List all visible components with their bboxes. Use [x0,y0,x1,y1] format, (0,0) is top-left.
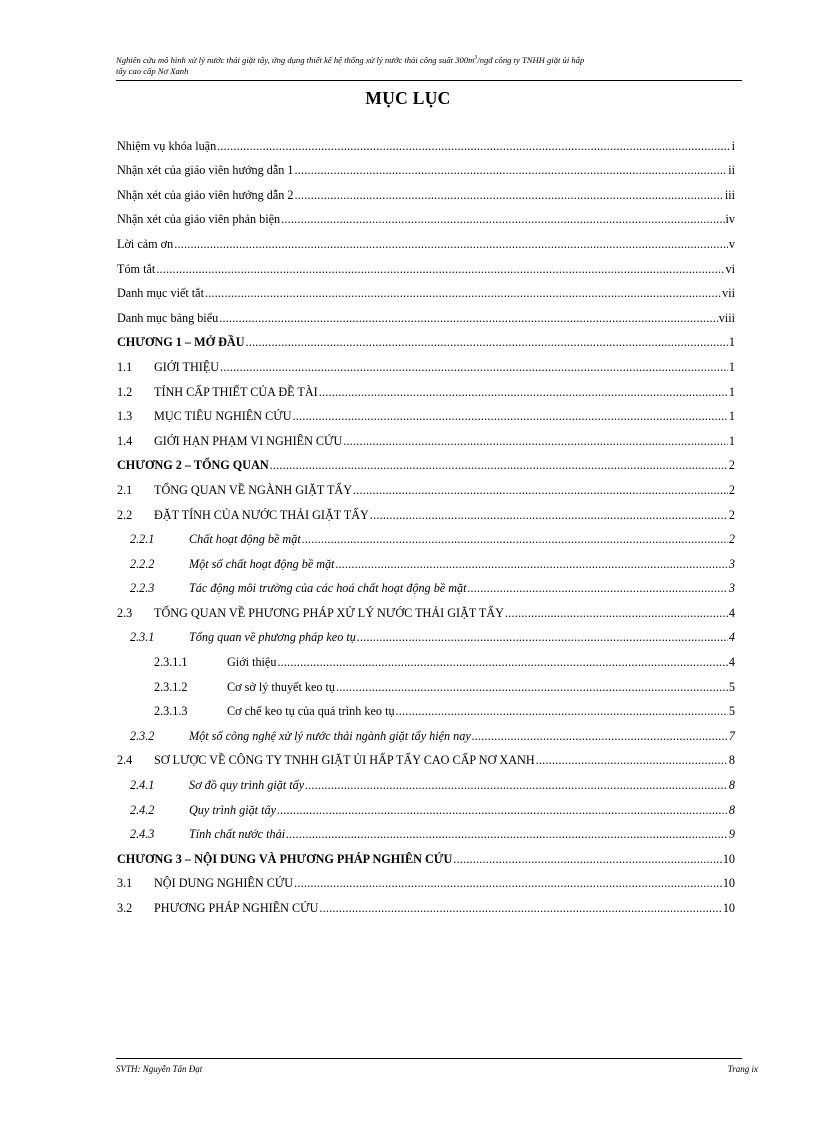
toc-subsection-entry[interactable] [117,523,735,548]
toc-leader [319,385,728,400]
toc-entry-page: iv [725,212,735,227]
toc-subsection-entry[interactable] [117,793,735,818]
toc-leader [468,581,728,596]
toc-leader [293,409,728,424]
toc-entry-page: 8 [728,778,735,793]
toc-entry-number: 2.3.2 [130,728,155,743]
toc-entry-label: Danh mục viết tắt [117,286,204,301]
toc-leader [270,458,728,473]
toc-leader [246,335,728,350]
toc-entry-page: i [731,138,735,153]
toc-entry-label: CHƯƠNG 2 – TỔNG QUAN [117,458,269,473]
toc-subsection-entry[interactable] [117,719,735,744]
toc-entry-number: 3.1 [117,876,133,891]
toc-section-entry[interactable] [117,375,735,400]
toc-leader [156,262,724,277]
toc-entry-page: 1 [728,335,735,350]
toc-entry-label: CHƯƠNG 3 – NỘI DUNG VÀ PHƯƠNG PHÁP NGHIÊN CỨU [117,851,453,866]
toc-subsection-entry[interactable] [117,768,735,793]
toc-entry-label: Chất hoạt động bề mặt [189,532,301,547]
toc-entry-label: Tác động môi trường của các hoá chất hoạt động bề mặt [189,581,467,596]
toc-section-entry[interactable] [117,596,735,621]
toc-chapter-entry[interactable] [117,449,735,474]
toc-entry-label: Quy trình giặt tây [189,802,276,817]
toc-entry-page: 10 [722,851,735,866]
toc-entry-label: Một số công nghệ xử lý nước thải ngành giặt tẩy hiện nay [189,728,471,743]
toc-entry-number: 2.3.1 [130,630,155,645]
toc-subsection-entry[interactable] [117,572,735,597]
toc-entry-page: 1 [728,384,735,399]
toc-section-entry[interactable] [117,744,735,769]
toc-entry-number: 3.2 [117,901,133,915]
toc-subsubsection-entry[interactable] [117,645,735,670]
toc-entry-number: 2.3.1.2 [154,679,188,694]
toc-entry-number: 2.4.1 [130,778,155,793]
toc-entry-label: Sơ đồ quy trình giặt tẩy [189,778,305,793]
toc-entry-label: Cơ sở lý thuyết keo tụ [227,679,336,694]
toc-section-entry[interactable] [117,424,735,449]
header-line-1-text: Nghiên cứu mô hình xử lý nước thải giặt tẩy, ứng dụng thiết kế hệ thống xử lý nước thải công suất 300m [116,54,475,65]
toc-entry[interactable] [117,203,735,228]
toc-entry-page: 2 [728,482,735,497]
toc-entry-number: 2.3 [117,605,133,620]
toc-section-entry[interactable] [117,350,735,375]
toc-entry-page: 2 [728,507,735,522]
header-line-1-tail: /ngđ công ty TNHH giặt ủi hấp [477,54,585,65]
toc-leader [277,655,727,670]
running-header [116,53,742,77]
toc-entry[interactable] [117,178,735,203]
toc-entry[interactable] [117,301,735,326]
toc-leader [286,827,728,842]
toc-entry-page: 8 [728,802,735,817]
toc-leader [219,311,718,326]
toc-entry-number: 2.3.1.3 [154,704,188,719]
header-superscript: 3 [474,55,478,61]
toc-leader [453,852,722,867]
toc-entry-label: Một số chất hoạt động bề mặt [189,556,335,571]
toc-subsection-entry[interactable] [117,547,735,572]
page-title: MỤC LỤC [365,88,451,108]
header-line-2: tẩy cao cấp Nơ Xanh [116,65,189,76]
toc-entry-label: Tóm tắt [117,261,156,276]
footer-author: SVTH: Nguyễn Tấn Đạt [116,1064,203,1074]
toc-entry[interactable] [117,154,735,179]
toc-entry-label: TỔNG QUAN VỀ NGÀNH GIẶT TẨY [154,482,353,497]
toc-entry-label: Nhận xét của giáo viên hướng dẫn 2 [117,187,294,202]
toc-leader [319,901,721,916]
toc-entry-label: PHƯƠNG PHÁP NGHIÊN CỨU [154,901,319,915]
toc-subsection-entry[interactable] [117,621,735,646]
toc-leader [343,434,728,449]
toc-leader [294,876,722,891]
toc-entry-page: v [728,236,735,251]
toc-entry-page: vi [725,261,735,276]
toc-entry-number: 2.4.3 [130,827,155,842]
toc-entry-number: 2.2.2 [130,556,155,571]
toc-leader [277,803,728,818]
toc-entry-label: Cơ chế keo tụ của quá trình keo tụ [227,704,395,719]
toc-section-entry[interactable] [117,891,735,916]
toc-leader [295,163,728,178]
table-of-contents [117,129,735,916]
toc-leader [220,360,728,375]
toc-subsubsection-entry[interactable] [117,695,735,720]
toc-entry-page: viii [718,310,735,325]
toc-entry-label: Tính chất nước thải [189,827,286,842]
toc-entry-page: 10 [722,901,735,915]
toc-leader [217,139,730,154]
toc-entry-number: 2.4.2 [130,802,155,817]
toc-leader [396,704,728,719]
toc-entry-label: Lời cảm ơn [117,236,174,251]
toc-leader [505,606,728,621]
toc-entry-number: 1.4 [117,433,133,448]
footer-rule [116,1058,742,1059]
toc-entry-number: 2.2 [117,507,133,522]
toc-entry-page: 2 [728,532,735,547]
toc-leader [370,508,728,523]
toc-entry-page: ii [728,163,735,178]
toc-entry-label: SƠ LƯỢC VỀ CÔNG TY TNHH GIẶT ỦI HẤP TẨY CAO CẤP NƠ XANH [154,753,535,768]
toc-leader [357,630,728,645]
toc-leader [174,237,728,252]
footer-page-number: Trang ix [727,1064,758,1074]
toc-entry-label: Tổng quan về phương pháp keo tụ [189,630,356,645]
toc-leader [353,483,728,498]
toc-entry[interactable] [117,129,735,154]
toc-entry-page: 1 [728,433,735,448]
toc-entry[interactable] [117,227,735,252]
toc-entry-page: 4 [728,605,735,620]
header-line-1 [116,53,742,66]
toc-leader [536,753,728,768]
toc-entry-number: 2.3.1.1 [154,655,188,670]
toc-section-entry[interactable] [117,867,735,892]
toc-entry-page: 9 [728,827,735,842]
toc-leader [305,778,728,793]
toc-entry-page: 2 [728,458,735,473]
toc-entry-label: GIỚI THIỆU [154,359,220,374]
toc-section-entry[interactable] [117,400,735,425]
toc-entry-label: NỘI DUNG NGHIÊN CỨU [154,876,294,891]
toc-entry-label: TÍNH CẤP THIẾT CỦA ĐỀ TÀI [154,384,318,399]
toc-entry-page: 4 [728,630,735,645]
toc-entry-label: Nhận xét của giáo viên phản biện [117,212,281,227]
toc-entry-number: 1.1 [117,359,133,374]
toc-leader [336,680,728,695]
toc-entry-number: 2.1 [117,482,133,497]
toc-entry-page: 3 [728,556,735,571]
toc-section-entry[interactable] [117,498,735,523]
toc-leader [205,286,721,301]
toc-subsection-entry[interactable] [117,818,735,843]
toc-entry-label: Danh mục bảng biểu [117,310,219,325]
toc-entry-number: 1.3 [117,409,133,424]
toc-entry-number: 2.2.1 [130,532,155,547]
header-rule [116,80,742,81]
toc-entry-label: CHƯƠNG 1 – MỞ ĐẦU [117,335,245,350]
toc-entry[interactable] [117,252,735,277]
toc-entry-page: 1 [728,359,735,374]
toc-entry-number: 2.2.3 [130,581,155,596]
toc-entry-label: Giới thiệu [227,655,277,670]
toc-entry-page: 8 [728,753,735,768]
toc-entry-page: 7 [728,728,735,743]
toc-entry-page: 1 [728,409,735,424]
toc-entry-page: 3 [728,581,735,596]
toc-leader [295,188,724,203]
toc-section-entry[interactable] [117,473,735,498]
toc-chapter-entry[interactable] [117,842,735,867]
toc-entry-label: MỤC TIÊU NGHIÊN CỨU [154,409,292,424]
toc-entry-number: 2.4 [117,753,133,768]
toc-entry-page: 5 [728,704,735,719]
toc-entry-page: 4 [728,655,735,670]
toc-entry-label: Nhiệm vụ khóa luận [117,138,217,153]
toc-entry-page: vii [722,286,735,301]
toc-entry-label: Nhận xét của giáo viên hướng dẫn 1 [117,163,294,178]
toc-entry-number: 1.2 [117,384,133,399]
toc-entry-page: iii [724,187,735,202]
toc-leader [302,532,728,547]
toc-leader [281,212,724,227]
toc-subsubsection-entry[interactable] [117,670,735,695]
toc-entry-page: 5 [728,679,735,694]
toc-entry-label: ĐẶT TÍNH CỦA NƯỚC THẢI GIẶT TẨY [154,507,369,522]
toc-entry-label: TỔNG QUAN VỀ PHƯƠNG PHÁP XỬ LÝ NƯỚC THẢI GIẶT TẨY [154,605,504,620]
toc-leader [472,729,728,744]
toc-chapter-entry[interactable] [117,326,735,351]
toc-entry-label: GIỚI HẠN PHẠM VI NGHIÊN CỨU [154,433,343,448]
toc-entry[interactable] [117,277,735,302]
toc-leader [336,557,728,572]
toc-entry-page: 10 [722,876,735,891]
